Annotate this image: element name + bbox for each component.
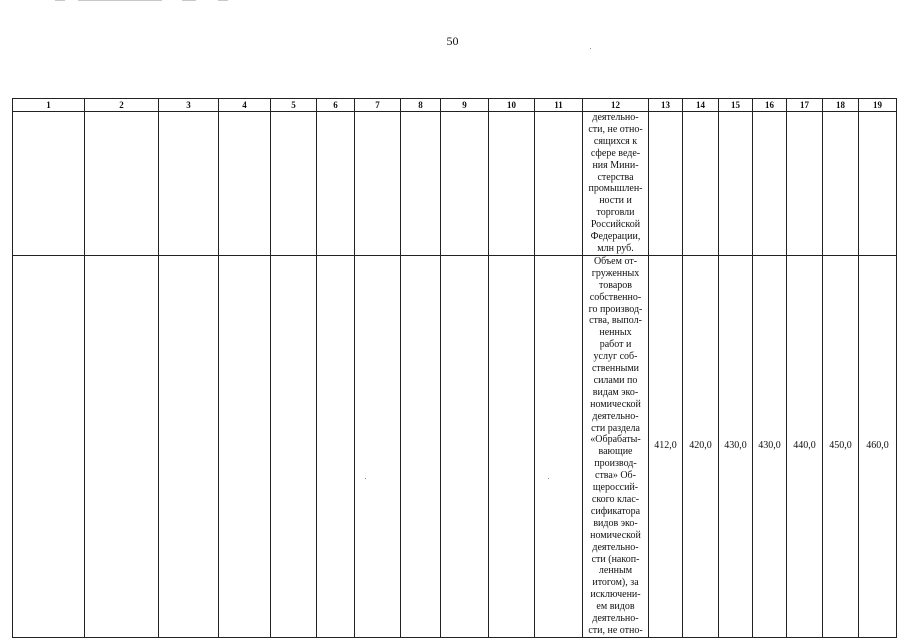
- indicator-description: Объем от- груженных товаров собственно- го производ- ства, выпол- ненных работ и услуг соб- ственными силами по видам эко- номической деятельно- сти раздела «Обрабаты- вающие производ- ства» Об- щероссий- ского клас- сификатора видов эко- номической деятельно- сти (накоп- ленным итогом), за исключени- ем видов деятельно- сти, не отно-: [583, 255, 649, 637]
- table-cell: [317, 255, 355, 637]
- column-header: 2: [85, 99, 159, 112]
- column-header: 5: [271, 99, 317, 112]
- scan-artifact: [218, 0, 228, 1]
- value-cell: 420,0: [683, 255, 719, 637]
- table-cell: [271, 112, 317, 256]
- column-header: 12: [583, 99, 649, 112]
- table-cell: [535, 112, 583, 256]
- table-cell: [159, 112, 219, 256]
- table-cell: [401, 255, 441, 637]
- value-cell: 460,0: [859, 255, 897, 637]
- table-cell: [317, 112, 355, 256]
- column-header: 17: [787, 99, 823, 112]
- value-cell: 430,0: [753, 255, 787, 637]
- value-cell: [649, 112, 683, 256]
- table-cell: [13, 112, 85, 256]
- column-header: 18: [823, 99, 859, 112]
- column-header: 9: [441, 99, 489, 112]
- table-cell: [441, 112, 489, 256]
- table-cell: [489, 255, 535, 637]
- table-cell: [13, 255, 85, 637]
- scan-artifact: [182, 0, 196, 1]
- value-cell: [823, 112, 859, 256]
- table-row: [13, 112, 897, 256]
- column-header: 7: [355, 99, 401, 112]
- scan-artifact: [55, 0, 65, 1]
- table-cell: [219, 255, 271, 637]
- indicator-description: деятельно- сти, не отно- сящихся к сфере веде- ния Мини- стерства промышлен- ности и торговли Российской Федерации, млн руб.: [583, 112, 649, 256]
- value-cell: 440,0: [787, 255, 823, 637]
- table-cell: [489, 112, 535, 256]
- value-cell: 412,0: [649, 255, 683, 637]
- column-header: 6: [317, 99, 355, 112]
- scan-artifact: [78, 0, 162, 1]
- table-cell: [159, 255, 219, 637]
- column-header: 15: [719, 99, 753, 112]
- table-cell: [535, 255, 583, 637]
- table-row: [13, 255, 897, 637]
- table-cell: [441, 255, 489, 637]
- page-number: 50: [446, 34, 459, 48]
- column-header: 11: [535, 99, 583, 112]
- column-header: 8: [401, 99, 441, 112]
- table-cell: [271, 255, 317, 637]
- column-header: 4: [219, 99, 271, 112]
- value-cell: [719, 112, 753, 256]
- table-header-row: [13, 99, 897, 112]
- value-cell: 430,0: [719, 255, 753, 637]
- column-header: 1: [13, 99, 85, 112]
- value-cell: [753, 112, 787, 256]
- table-cell: [355, 112, 401, 256]
- column-header: 10: [489, 99, 535, 112]
- value-cell: [859, 112, 897, 256]
- column-header: 14: [683, 99, 719, 112]
- value-cell: [683, 112, 719, 256]
- column-header: 3: [159, 99, 219, 112]
- table-cell: [85, 255, 159, 637]
- table-cell: [85, 112, 159, 256]
- scan-speck: [590, 48, 591, 49]
- table-cell: [401, 112, 441, 256]
- column-header: 16: [753, 99, 787, 112]
- column-header: 19: [859, 99, 897, 112]
- column-header: 13: [649, 99, 683, 112]
- value-cell: 450,0: [823, 255, 859, 637]
- data-table: [12, 98, 897, 638]
- value-cell: [787, 112, 823, 256]
- table-cell: [219, 112, 271, 256]
- table-cell: [355, 255, 401, 637]
